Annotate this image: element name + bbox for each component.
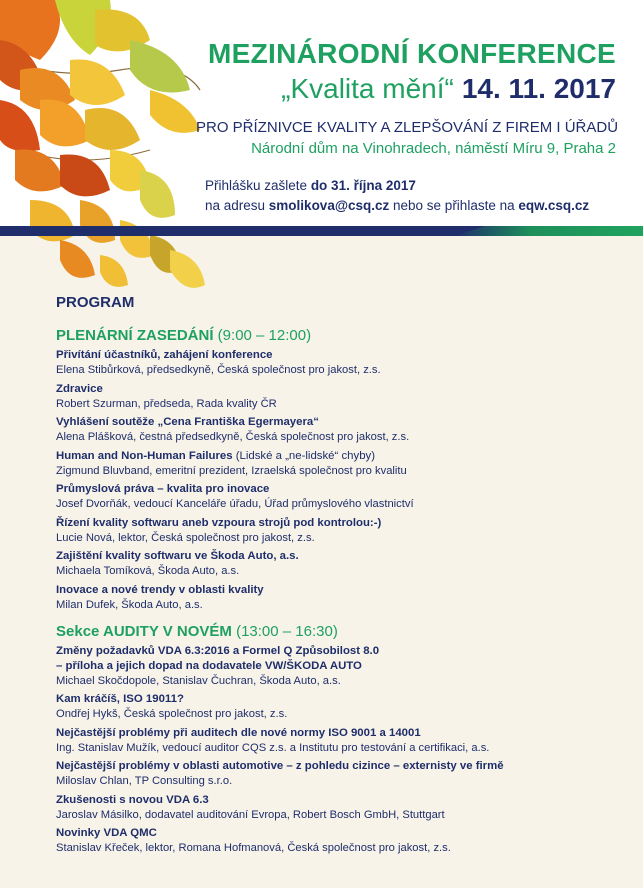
item-title: Zdravice [56,382,103,395]
session-heading [56,327,616,344]
signup-deadline-line [205,176,615,196]
session-time: (9:00 – 12:00) [213,327,312,344]
program-item [56,759,616,789]
item-title [56,449,616,464]
program-section [56,294,616,860]
item-speaker: Robert Szurman, předseda, Rada kvality ČR [56,397,277,410]
program-item [56,644,616,689]
item-speaker: Josef Dvorňák, vedoucí Kanceláře úřadu, Úřad průmyslového vlastnictví [56,498,414,510]
item-title: Řízení kvality softwaru aneb vzpoura strojů pod kontrolou:-) [56,516,382,529]
program-item [56,826,616,856]
session-name: Sekce AUDITY V NOVÉM [56,622,232,640]
item-title: Nejčastější problémy v oblasti automotive – z pohledu cizince – externisty ve firmě [56,760,504,772]
session-name: PLENÁRNÍ ZASEDÁNÍ [56,327,214,344]
conference-header [196,38,619,157]
item-speaker: Lucie Nová, lektor, Česká společnost pro jakost, z.s. [56,531,315,544]
item-title: Přivítání účastníků, zahájení konference [56,349,273,361]
conference-name-row [196,72,616,111]
signup-info [205,176,615,216]
item-speaker: Michael Skočdopole, Stanislav Čuchran, Škoda Auto, a.s. [56,674,341,687]
conference-subtitle: PRO PŘÍZNIVCE KVALITY A ZLEPŠOVÁNÍ Z FIREM I ÚŘADŮ [196,119,619,136]
program-item [56,793,616,823]
item-title: Vyhlášení soutěže „Cena Františka Egermayera“ [56,416,319,428]
item-speaker: Ing. Stanislav Mužík, vedoucí auditor CQS z.s. a Institutu pro testování a certifikaci, a.s. [56,741,490,754]
signup-website-link[interactable]: eqw.csq.cz [518,198,590,213]
item-title: Průmyslová práva – kvalita pro inovace [56,483,270,495]
item-speaker: Ondřej Hykš, Česká společnost pro jakost, z.s. [56,708,288,720]
item-speaker: Jaroslav Másilko, dodavatel auditování Evropa, Robert Bosch GmbH, Stuttgart [56,808,445,821]
program-heading: PROGRAM [56,294,135,311]
program-item [56,726,616,756]
session-audits [56,623,616,857]
signup-email-link[interactable]: smolikova@csq.cz [268,198,390,213]
item-title-main: Human and Non-Human Failures [56,449,233,462]
signup-address-prefix: na adresu [205,198,269,213]
program-item [56,348,616,378]
item-speaker: Michaela Tomíková, Škoda Auto, a.s. [56,565,240,577]
item-title: Nejčastější problémy při auditech dle nové normy ISO 9001 a 14001 [56,726,421,739]
header-divider-accent [455,226,643,236]
program-item [56,382,616,412]
item-speaker: Zigmund Bluvband, emeritní prezident, Izraelská společnost pro kvalitu [56,464,407,477]
signup-or-text: nebo se přihlaste na [389,198,519,213]
item-title: Změny požadavků VDA 6.3:2016 a Formel Q Způsobilost 8.0 [56,644,380,657]
item-title: Zkušenosti s novou VDA 6.3 [56,793,209,806]
signup-prefix: Přihlášku zašlete [205,178,311,193]
signup-deadline: do 31. října 2017 [310,178,416,193]
item-title: Novinky VDA QMC [56,827,157,839]
program-item [56,549,616,579]
item-speaker: Elena Stibůrková, předsedkyně, Česká společnost pro jakost, z.s. [56,364,381,376]
program-item [56,516,616,546]
conference-name: „Kvalita mění“ [281,73,454,104]
item-title: Inovace a nové trendy v oblasti kvality [56,583,264,596]
session-heading [56,623,616,640]
item-title: Kam kráčíš, ISO 19011? [56,693,184,705]
program-item [56,415,616,445]
program-item [56,449,616,479]
autumn-leaves-illustration [0,0,220,300]
program-item [56,692,616,722]
item-title-continued: – příloha a jejich dopad na dodavatele VW/ŠKODA AUTO [56,659,362,672]
item-speaker: Stanislav Křeček, lektor, Romana Hofmanová, Česká společnost pro jakost, z.s. [56,842,451,854]
item-speaker: Milan Dufek, Škoda Auto, a.s. [56,598,203,611]
item-title: Zajištění kvality softwaru ve Škoda Auto, a.s. [56,550,299,562]
item-title-extra: (Lidské a „ne-lidské“ chyby) [232,449,376,462]
signup-contact-line [205,196,615,216]
session-plenary [56,327,616,613]
program-item [56,482,616,512]
conference-venue: Národní dům na Vinohradech, náměstí Míru 9, Praha 2 [251,140,616,157]
program-item [56,583,616,613]
conference-date: 14. 11. 2017 [461,73,616,104]
session-time: (13:00 – 16:30) [231,622,338,640]
item-speaker: Miloslav Chlan, TP Consulting s.r.o. [56,775,233,787]
conference-title: MEZINÁRODNÍ KONFERENCE [208,38,616,69]
item-speaker: Alena Plášková, čestná předsedkyně, Česká společnost pro jakost, z.s. [56,431,410,443]
